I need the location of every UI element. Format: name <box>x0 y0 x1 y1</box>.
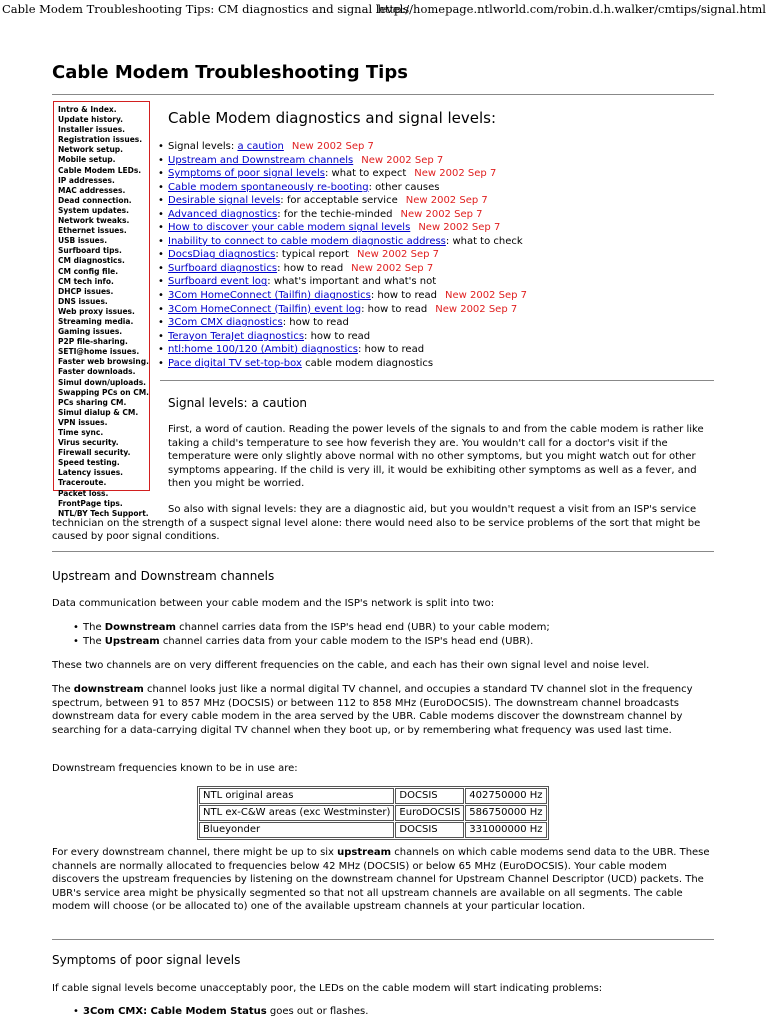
toc-prefix: Signal levels: <box>168 141 238 152</box>
toc-link[interactable]: Cable modem spontaneously re-booting <box>168 181 369 193</box>
toc-item <box>158 167 527 181</box>
sidebar-nav <box>53 101 150 518</box>
sidebar-link[interactable]: Intro & Index. <box>58 105 117 114</box>
toc-suffix: : how to read <box>361 303 428 315</box>
title-divider <box>52 94 714 95</box>
sidebar-link[interactable]: Time sync. <box>58 428 104 437</box>
sidebar-link[interactable]: P2P file-sharing. <box>58 337 128 347</box>
sidebar-link[interactable]: NTL/BY Tech Support. <box>58 508 149 518</box>
toc-item <box>158 181 527 195</box>
toc-link[interactable]: How to discover your cable modem signal levels <box>168 222 411 234</box>
toc-link[interactable]: ntl:home 100/120 (Ambit) diagnostics <box>168 344 358 356</box>
toc-link[interactable]: Upstream and Downstream channels <box>168 154 354 166</box>
table-row <box>199 805 547 821</box>
p3-bold-downstream: downstream <box>73 684 144 695</box>
toc-link[interactable]: Symptoms of poor signal levels <box>168 168 325 180</box>
sidebar-link[interactable]: Dead connection. <box>58 195 132 205</box>
toc-suffix: : how to read <box>370 290 437 302</box>
p5-bold-upstream: upstream <box>337 847 392 858</box>
new-badge: New 2002 Sep 7 <box>291 141 374 152</box>
divider-caution <box>52 551 714 552</box>
toc-suffix: : how to read <box>304 330 371 342</box>
table-cell: EuroDOCSIS <box>395 805 464 821</box>
sidebar-link[interactable]: PCs sharing CM. <box>58 397 127 407</box>
toc-suffix: : what's important and what's not <box>267 276 437 288</box>
table-row <box>199 788 547 804</box>
sidebar-link[interactable]: Traceroute. <box>58 478 107 488</box>
toc-link[interactable]: Surfboard diagnostics <box>168 262 278 274</box>
sidebar-link[interactable]: CM diagnostics. <box>58 256 125 266</box>
sidebar-link[interactable]: Swapping PCs on CM. <box>58 387 150 397</box>
table-cell: Blueyonder <box>199 822 394 838</box>
toc-suffix: : what to expect <box>324 168 407 180</box>
toc-item <box>158 303 527 317</box>
toc-suffix: : for acceptable service <box>280 195 398 207</box>
sidebar-link[interactable]: Faster downloads. <box>58 367 136 377</box>
divider-toc <box>160 380 714 381</box>
sidebar-link[interactable]: Network tweaks. <box>58 216 130 226</box>
table-cell: DOCSIS <box>395 788 464 804</box>
toc-item <box>158 140 527 154</box>
toc-item <box>158 235 527 249</box>
sidebar-link[interactable]: MAC addresses. <box>58 185 126 195</box>
toc-suffix: : for the techie-minded <box>277 208 393 220</box>
symptom-text: goes out or flashes. <box>266 1006 369 1017</box>
main-heading: Cable Modem diagnostics and signal levels: <box>168 109 497 127</box>
channel-bullet-post: channel carries data from your cable modem to the ISP's head end (UBR). <box>159 635 534 647</box>
channel-bullet <box>73 635 550 649</box>
toc-link[interactable]: Inability to connect to cable modem diagnostic address <box>168 235 446 247</box>
toc-suffix: : other causes <box>368 181 440 193</box>
toc-link[interactable]: a caution <box>237 141 284 152</box>
table-cell: 331000000 Hz <box>465 822 546 838</box>
sidebar-link[interactable]: Simul dialup & CM. <box>58 407 139 417</box>
sidebar-link[interactable]: Faster web browsing. <box>58 357 149 367</box>
table-cell: 402750000 Hz <box>465 788 546 804</box>
updown-heading: Upstream and Downstream channels <box>52 569 275 583</box>
toc-item <box>158 262 527 276</box>
sidebar-link[interactable]: Latency issues. <box>58 468 124 478</box>
p5-pre: For every downstream channel, there might be up to six <box>52 847 338 858</box>
toc-link[interactable]: 3Com HomeConnect (Tailfin) event log <box>168 303 362 315</box>
table-row <box>199 822 547 838</box>
updown-p3 <box>52 683 714 737</box>
updown-bullet-list <box>73 621 550 648</box>
toc-link[interactable]: Surfboard event log <box>168 276 268 288</box>
caution-p2: So also with signal levels: they are a diagnostic aid, but you wouldn't request a visit from an ISP's service technician on the strength of a suspect signal level alone: there would need also to be service problems of the sort that might be caused by poor signal conditions. <box>52 504 701 542</box>
toc-link[interactable]: Desirable signal levels <box>168 195 281 207</box>
sidebar-link[interactable]: System updates. <box>58 205 129 215</box>
toc-suffix: : how to read <box>357 344 425 356</box>
sidebar-link[interactable]: DNS issues. <box>58 296 108 306</box>
updown-intro: Data communication between your cable modem and the ISP's network is split into two: <box>52 598 495 609</box>
site-title: Cable Modem Troubleshooting Tips <box>52 62 408 83</box>
p3-pre: The <box>52 684 74 695</box>
toc-item <box>158 194 527 208</box>
sidebar-link[interactable]: DHCP issues. <box>58 286 114 296</box>
print-header-url: http://homepage.ntlworld.com/robin.d.h.walker/cmtips/signal.html <box>377 2 766 16</box>
new-badge: New 2002 Sep 7 <box>444 290 527 302</box>
p5-post: channels on which cable modems send data to the UBR. These channels are normally allocated to frequencies below 42 MHz (DOCSIS) or below 65 MHz (EuroDOCSIS). Your cable modem discovers the upstream frequencies by listening on the downstream channel for Upstream Channel Descriptor (UCD) packets. The UBR's service area might be physically segmented so that not all upstream channels are available on all segments. The cable modem will choose (or be allocated to) one of the available upstream channels at your particular location. <box>52 847 710 912</box>
table-cell: NTL original areas <box>199 788 394 804</box>
sidebar-link[interactable]: SETI@home issues. <box>58 347 140 357</box>
divider-updown <box>52 939 714 940</box>
sidebar-link[interactable]: Cable Modem LEDs. <box>58 165 142 175</box>
table-cell: DOCSIS <box>395 822 464 838</box>
sidebar-link[interactable]: Packet loss. <box>58 488 109 498</box>
toc-suffix: cable modem diagnostics <box>301 357 434 369</box>
channel-bullet-pre: The <box>83 635 105 647</box>
toc-link[interactable]: 3Com HomeConnect (Tailfin) diagnostics <box>168 290 371 302</box>
sidebar-link[interactable]: VPN issues. <box>58 417 108 427</box>
toc-item <box>158 357 527 371</box>
sidebar-link[interactable]: Streaming media. <box>58 316 134 326</box>
toc-item <box>158 289 527 303</box>
toc-item <box>158 316 527 330</box>
new-badge: New 2002 Sep 7 <box>418 222 501 234</box>
new-badge: New 2002 Sep 7 <box>405 195 488 207</box>
symptoms-bullet-list <box>73 1005 368 1019</box>
sidebar-link[interactable]: Gaming issues. <box>58 327 123 337</box>
toc-suffix: : how to read <box>277 262 344 274</box>
channel-bullet-post: channel carries data from the ISP's head end (UBR) to your cable modem; <box>175 622 550 633</box>
toc-link[interactable]: Pace digital TV set-top-box <box>168 357 302 369</box>
sidebar-link[interactable]: CM tech info. <box>58 276 114 286</box>
toc-link[interactable]: Terayon TeraJet diagnostics <box>168 330 305 342</box>
sidebar-link[interactable]: Surfboard tips. <box>58 246 122 256</box>
toc-item <box>158 154 527 168</box>
sidebar-link[interactable]: Virus security. <box>58 438 119 448</box>
sidebar-link[interactable]: FrontPage tips. <box>58 498 123 508</box>
new-badge: New 2002 Sep 7 <box>356 249 439 261</box>
symptom-item <box>73 1005 368 1019</box>
sidebar-link[interactable]: Web proxy issues. <box>58 306 135 316</box>
toc-suffix: : what to check <box>445 235 523 247</box>
updown-p4: Downstream frequencies known to be in use are: <box>52 763 298 774</box>
print-header <box>0 0 768 18</box>
toc-suffix: : typical report <box>275 249 349 261</box>
caution-heading: Signal levels: a caution <box>168 396 308 410</box>
downstream-frequency-table <box>197 786 549 840</box>
sidebar-link[interactable]: Ethernet issues. <box>58 226 127 236</box>
symptoms-heading: Symptoms of poor signal levels <box>52 953 241 967</box>
new-badge: New 2002 Sep 7 <box>361 154 444 166</box>
sidebar-link[interactable]: Simul down/uploads. <box>58 377 147 387</box>
sidebar-link[interactable]: Mobile setup. <box>58 155 116 165</box>
sidebar-link[interactable]: Network setup. <box>58 145 124 155</box>
toc-list <box>158 140 527 370</box>
toc-link[interactable]: Advanced diagnostics <box>168 208 278 220</box>
channel-bullet-bold: Upstream <box>104 635 160 647</box>
toc-item <box>158 208 527 222</box>
new-badge: New 2002 Sep 7 <box>400 208 483 220</box>
sidebar-link[interactable]: USB issues. <box>58 236 108 246</box>
symptom-bold: 3Com CMX: Cable Modem Status <box>83 1006 267 1017</box>
toc-link[interactable]: 3Com CMX diagnostics <box>168 317 283 329</box>
new-badge: New 2002 Sep 7 <box>351 262 434 274</box>
toc-item <box>158 221 527 235</box>
table-cell: 586750000 Hz <box>465 805 546 821</box>
sidebar-link[interactable]: Registration issues. <box>58 135 143 145</box>
toc-item <box>158 343 527 357</box>
caution-p1: First, a word of caution. Reading the power levels of the signals to and from the cable modem is rather like taking a child's temperature to see how feverish they are. You wouldn't call for a doctor's visit if the temperature were only slightly above normal with no other symptoms, but you might watch out for other symptoms appearing. If the child is very ill, it would be exhibiting other symptoms as well as a fever, and then you might be worried. <box>168 424 704 489</box>
toc-item <box>158 248 527 262</box>
channel-bullet-bold: Downstream <box>104 622 176 633</box>
updown-p2: These two channels are on very different frequencies on the cable, and each has their own signal level and noise level. <box>52 660 650 671</box>
toc-suffix: : how to read <box>282 317 349 329</box>
updown-p5 <box>52 846 714 914</box>
new-badge: New 2002 Sep 7 <box>435 303 518 315</box>
sidebar-link[interactable]: Firewall security. <box>58 448 131 458</box>
symptoms-intro: If cable signal levels become unacceptably poor, the LEDs on the cable modem will start indicating problems: <box>52 983 603 994</box>
toc-link[interactable]: DocsDiag diagnostics <box>168 249 276 261</box>
p3-post: channel looks just like a normal digital TV channel, and occupies a standard TV channel slot in the frequency spectrum, between 91 to 857 MHz (DOCSIS) or between 112 to 858 MHz (EuroDOCSIS). The downstream channel broadcasts downstream data for every cable modem in the area served by the UBR. Cable modems discover the downstream channel by searching for a data-carrying digital TV channel when they boot up, or by remembering what frequency was used last time. <box>52 684 693 736</box>
sidebar-link[interactable]: CM config file. <box>58 266 119 276</box>
sidebar-link[interactable]: IP addresses. <box>58 175 115 185</box>
table-cell: NTL ex-C&W areas (exc Westminster) <box>199 805 394 821</box>
new-badge: New 2002 Sep 7 <box>414 168 497 180</box>
toc-item <box>158 330 527 344</box>
channel-bullet-pre: The <box>83 622 105 633</box>
sidebar-link[interactable]: Update history. <box>58 115 124 125</box>
sidebar-link[interactable]: Installer issues. <box>58 125 126 135</box>
sidebar-link[interactable]: Speed testing. <box>58 458 120 468</box>
toc-item <box>158 275 527 289</box>
channel-bullet <box>73 621 550 635</box>
print-header-title: Cable Modem Troubleshooting Tips: CM diagnostics and signal levels <box>2 2 410 16</box>
